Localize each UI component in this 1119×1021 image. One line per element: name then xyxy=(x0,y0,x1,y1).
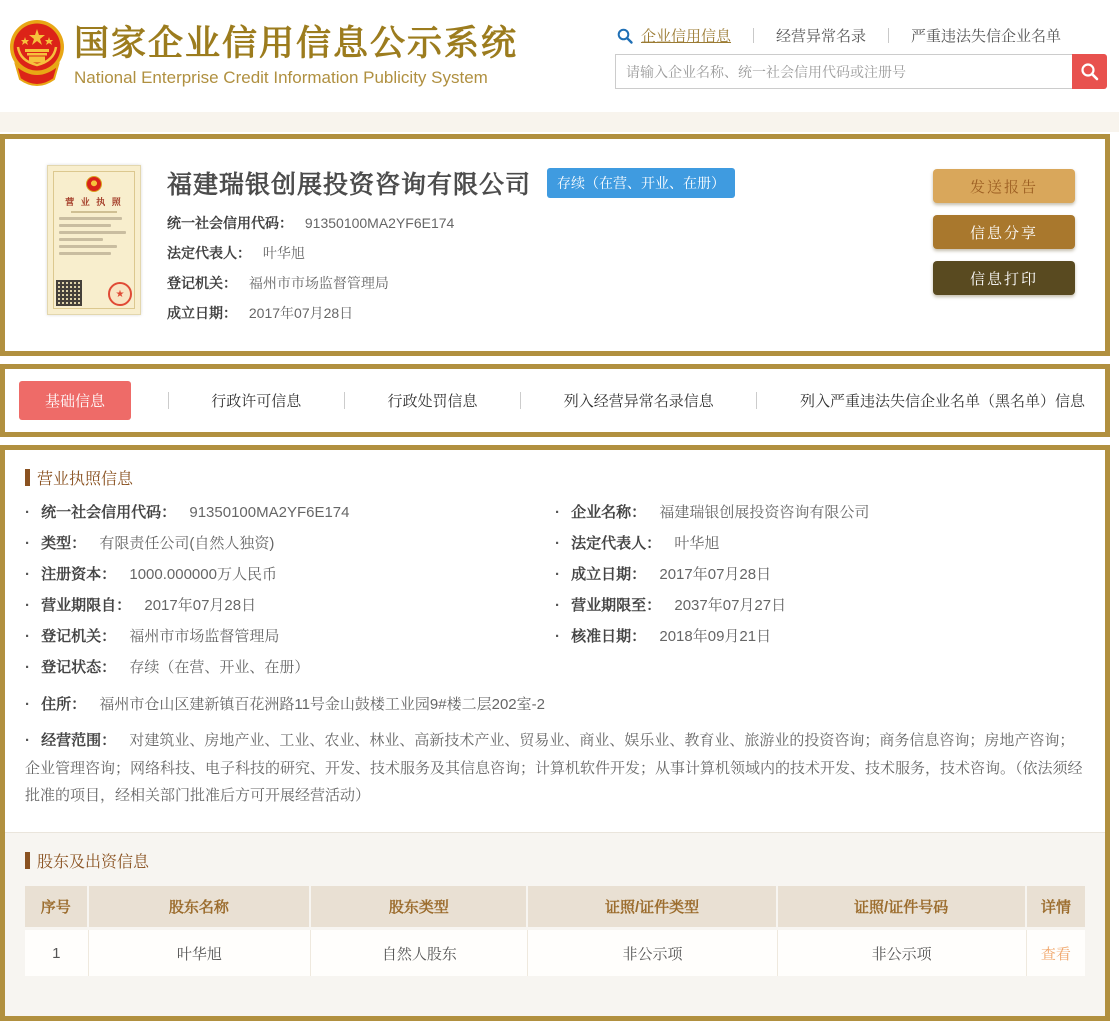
header-divider-strip xyxy=(0,112,1119,132)
company-name: 福建瑞银创展投资咨询有限公司 xyxy=(167,171,532,199)
tab-blacklist[interactable]: 列入严重违法失信企业名单（黑名单）信息 xyxy=(799,393,1085,410)
summary-field-row xyxy=(167,273,933,293)
field-label: 类型： xyxy=(41,535,87,552)
field-value: 叶华旭 xyxy=(262,245,305,261)
tab-abnormal-operations-list[interactable]: 列入经营异常名录信息 xyxy=(563,393,714,410)
nav-link-abnormal-operations[interactable]: 经营异常名录 xyxy=(776,28,867,45)
basic-info-card xyxy=(0,445,1110,1021)
tab-administrative-licensing[interactable]: 行政许可信息 xyxy=(211,393,302,410)
license-thumb-title: 营 业 执 照 xyxy=(65,197,123,207)
field-label: 营业期限至： xyxy=(571,597,662,614)
field-value: 1000.000000万人民币 xyxy=(129,566,277,583)
field-label: 法定代表人： xyxy=(571,535,662,552)
field-value: 2017年07月28日 xyxy=(248,305,354,321)
send-report-button[interactable]: 发送报告 xyxy=(933,169,1075,203)
field-label: 登记状态： xyxy=(41,659,117,676)
table-row xyxy=(25,930,1085,976)
info-print-button[interactable]: 信息打印 xyxy=(933,261,1075,295)
section-title-bar xyxy=(25,852,30,869)
section-title-license-info xyxy=(25,466,1085,489)
license-info-right-column xyxy=(555,505,1085,691)
table-header-row xyxy=(25,886,1085,930)
field-value: 福州市市场监督管理局 xyxy=(248,275,389,291)
field-row xyxy=(25,660,555,675)
search-button[interactable] xyxy=(1072,54,1107,89)
license-qr-code xyxy=(56,280,82,306)
field-row xyxy=(25,598,555,613)
field-row xyxy=(25,629,555,644)
company-summary-card xyxy=(0,134,1110,356)
field-value: 2017年07月28日 xyxy=(144,597,257,614)
tabs-bar xyxy=(0,364,1110,437)
section-title-bar xyxy=(25,469,30,486)
field-label: 经营范围： xyxy=(41,731,117,749)
field-label: 登记机关： xyxy=(41,628,117,645)
shareholders-section xyxy=(5,832,1105,1016)
tab-divider xyxy=(168,392,169,409)
field-label: 营业期限自： xyxy=(41,597,132,614)
field-row xyxy=(555,505,1085,520)
field-row xyxy=(25,505,555,520)
field-label: 成立日期： xyxy=(571,566,647,583)
view-detail-link[interactable]: 查看 xyxy=(1040,945,1071,963)
section-title-shareholders xyxy=(25,849,1085,872)
field-value: 叶华旭 xyxy=(674,535,720,552)
company-summary-info xyxy=(167,165,933,333)
section-title-text: 股东及出资信息 xyxy=(37,854,150,871)
header-nav xyxy=(617,25,1107,46)
field-row-address xyxy=(25,691,1085,719)
field-value: 有限责任公司(自然人独资) xyxy=(99,535,275,552)
field-label: 统一社会信用代码： xyxy=(167,215,293,231)
cell-shareholder-type: 自然人股东 xyxy=(311,930,528,976)
tab-administrative-penalty[interactable]: 行政处罚信息 xyxy=(387,393,478,410)
tab-basic-info[interactable]: 基础信息 xyxy=(19,381,131,420)
header-right xyxy=(615,23,1107,89)
column-header-cert-type: 证照/证件类型 xyxy=(528,886,777,930)
cell-seq: 1 xyxy=(25,930,89,976)
summary-field-row xyxy=(167,243,933,263)
field-label: 成立日期： xyxy=(167,305,237,321)
nav-divider xyxy=(888,28,889,43)
field-value: 91350100MA2YF6E174 xyxy=(189,504,350,521)
field-row xyxy=(555,629,1085,644)
field-row xyxy=(25,536,555,551)
license-divider xyxy=(71,211,117,213)
field-label: 企业名称： xyxy=(571,504,647,521)
nav-link-serious-violations[interactable]: 严重违法失信企业名单 xyxy=(911,28,1062,45)
license-info-section xyxy=(5,450,1105,832)
search-input[interactable] xyxy=(615,54,1072,89)
field-label: 注册资本： xyxy=(41,566,117,583)
tab-divider xyxy=(756,392,757,409)
field-label: 核准日期： xyxy=(571,628,647,645)
site-titles xyxy=(74,24,615,87)
field-row xyxy=(555,567,1085,582)
field-label: 统一社会信用代码： xyxy=(41,504,177,521)
summary-field-row xyxy=(167,303,933,323)
license-emblem-icon xyxy=(86,176,102,192)
national-emblem-logo xyxy=(8,17,66,97)
section-title-text: 营业执照信息 xyxy=(37,471,134,488)
cell-shareholder-name: 叶华旭 xyxy=(89,930,312,976)
info-share-button[interactable]: 信息分享 xyxy=(933,215,1075,249)
page-title: 国家企业信用信息公示系统 xyxy=(74,24,519,64)
field-row xyxy=(25,567,555,582)
search-icon xyxy=(617,28,633,44)
field-value: 福建瑞银创展投资咨询有限公司 xyxy=(659,504,870,521)
field-value: 存续（在营、开业、在册） xyxy=(129,659,310,676)
field-row xyxy=(555,598,1085,613)
field-value: 2018年09月21日 xyxy=(659,628,772,645)
field-label: 登记机关： xyxy=(167,275,237,291)
field-value: 2017年07月28日 xyxy=(659,566,772,583)
cell-cert-type: 非公示项 xyxy=(528,930,777,976)
field-value: 91350100MA2YF6E174 xyxy=(304,215,455,231)
search-bar xyxy=(615,54,1107,89)
column-header-detail: 详情 xyxy=(1027,886,1085,930)
tab-divider xyxy=(520,392,521,409)
field-label: 住所： xyxy=(41,696,87,713)
nav-divider xyxy=(753,28,754,43)
summary-action-buttons xyxy=(933,169,1075,333)
nav-link-enterprise-credit[interactable]: 企业信用信息 xyxy=(641,28,732,45)
field-label: 法定代表人： xyxy=(167,245,251,261)
license-thumb-inner xyxy=(53,171,135,309)
shareholders-table xyxy=(25,886,1085,976)
field-value: 2037年07月27日 xyxy=(674,597,787,614)
field-row-business-scope xyxy=(25,727,1085,810)
tab-divider xyxy=(344,392,345,409)
field-value: 福州市市场监督管理局 xyxy=(129,628,280,645)
license-info-left-column xyxy=(25,505,555,691)
site-header xyxy=(0,0,1119,112)
status-badge: 存续（在营、开业、在册） xyxy=(547,168,735,198)
column-header-shareholder-type: 股东类型 xyxy=(311,886,528,930)
field-row xyxy=(555,536,1085,551)
license-info-full-rows xyxy=(25,691,1085,810)
column-header-shareholder-name: 股东名称 xyxy=(89,886,312,930)
column-header-seq: 序号 xyxy=(25,886,89,930)
column-header-cert-number: 证照/证件号码 xyxy=(778,886,1027,930)
business-license-thumbnail[interactable] xyxy=(47,165,141,315)
license-red-seal-icon: ★ xyxy=(108,282,132,306)
summary-field-row xyxy=(167,213,933,233)
page-subtitle: National Enterprise Credit Information Publicity System xyxy=(74,67,488,87)
field-value: 对建筑业、房地产业、工业、农业、林业、高新技术产业、贸易业、商业、娱乐业、教育业、旅游业的投资咨询；商务信息咨询；房地产咨询；企业管理咨询；网络科技、电子科技的研究、开发、技术服务及其信息咨询；计算机软件开发；从事计算机领域内的技术开发、技术服务，技术咨询。（依法须经批准的项目，经相关部门批准后方可开展经营活动） xyxy=(25,731,1083,805)
field-value: 福州市仓山区建新镇百花洲路11号金山鼓楼工业园9#楼二层202室-2 xyxy=(99,696,545,713)
cell-cert-number: 非公示项 xyxy=(778,930,1027,976)
